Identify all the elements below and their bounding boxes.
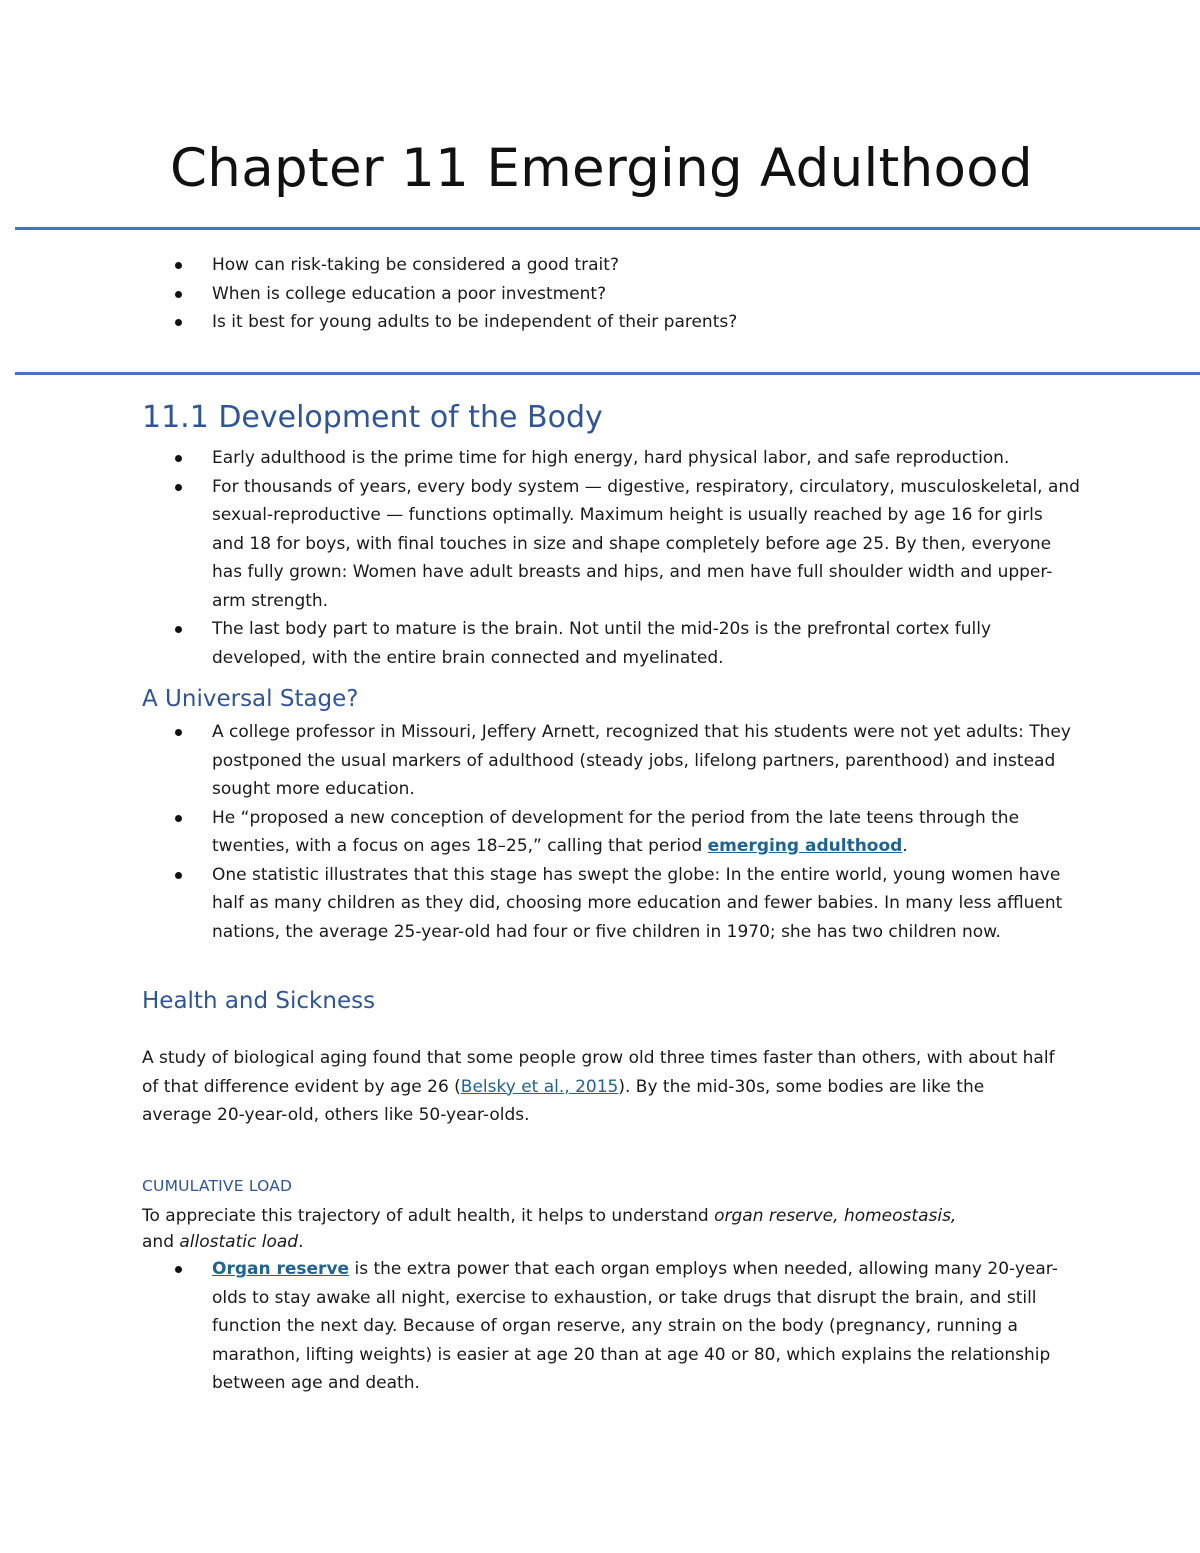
list-item — [0, 718, 1080, 804]
question-text: Is it best for young adults to be independent of their parents? — [212, 312, 738, 332]
bullet-text: is the extra power that each organ employs when needed, allowing many 20-year-olds to stay awake all night, exercise to exhaustion, or take drugs that disrupt the brain, and still function the next day. Because of organ reserve, any strain on the body (pregnancy, running a marathon, lifting weights) is easier at age 20 than at age 40 or 80, which explains the relationship between age and death. — [212, 1259, 1058, 1393]
paragraph-text-end: . — [298, 1232, 304, 1252]
question-text: How can risk-taking be considered a good trait? — [212, 255, 619, 275]
bullet-icon — [175, 291, 182, 298]
bullet-text: One statistic illustrates that this stage has swept the globe: In the entire world, young women have half as many children as they did, choosing more education and fewer babies. In many less affluent nations, the average 25-year-old had four or five children in 1970; she has two children now. — [212, 864, 1063, 942]
bullet-text: A college professor in Missouri, Jeffery Arnett, recognized that his students were not yet adults: They postponed the usual markers of adulthood (steady jobs, lifelong partners, parenthood) and instead sought more education. — [212, 722, 1071, 799]
list-item — [0, 444, 1080, 473]
paragraph-text: To appreciate this trajectory of adult health, it helps to understand — [142, 1206, 715, 1226]
list-item — [0, 861, 1080, 947]
bullet-text: He “proposed a new conception of development for the period from the late teens through the twenties, with a focus on ages 18–25,” calling that period — [212, 807, 1020, 856]
list-item — [0, 804, 1080, 861]
organ-reserve-list — [0, 1255, 1080, 1398]
universal-stage-list — [0, 718, 1080, 946]
emerging-adulthood-link[interactable]: emerging adulthood — [707, 836, 903, 856]
bullet-text-end: . — [902, 836, 908, 856]
bullet-icon — [175, 1266, 182, 1273]
list-item — [0, 308, 1080, 337]
bullet-text: The last body part to mature is the brain. Not until the mid-20s is the prefrontal cortex fully developed, with the entire brain connected and myelinated. — [212, 619, 992, 668]
section-heading-health-sickness: Health and Sickness — [142, 988, 376, 1014]
section-divider — [15, 372, 1200, 375]
emphasis-text: organ reserve, homeostasis, — [714, 1206, 957, 1226]
bullet-icon — [175, 262, 182, 269]
bullet-text: For thousands of years, every body system — digestive, respiratory, circulatory, musculoskeletal, and sexual-reproductive — functions optimally. Maximum height is usually reached by age 16 for girls and 18 for boys, with final touches in size and shape completely before age 25. By then, everyone has fully grown: Women have adult breasts and hips, and men have full shoulder width and upper-arm strength. — [212, 476, 1080, 611]
bullet-icon — [175, 626, 182, 633]
emphasis-text: allostatic load — [179, 1232, 299, 1252]
cumulative-load-paragraph — [142, 1203, 1057, 1255]
list-item — [0, 615, 1080, 672]
list-item — [0, 1255, 1080, 1398]
section-heading-universal-stage: A Universal Stage? — [142, 686, 359, 712]
bullet-icon — [175, 815, 182, 822]
section-heading-body-development: 11.1 Development of the Body — [142, 400, 603, 435]
question-list — [0, 251, 1080, 337]
paragraph-text-end: ). By the mid-30s, some bodies are like the average 20-year-old, others like 50-year-olds. — [142, 1076, 985, 1125]
bullet-text: Early adulthood is the prime time for high energy, hard physical labor, and safe reproduction. — [212, 448, 1010, 468]
subheading-cumulative-load: CUMULATIVE LOAD — [142, 1177, 293, 1195]
document-title: Chapter 11 Emerging Adulthood — [170, 138, 1033, 199]
body-development-list — [0, 444, 1080, 672]
bullet-icon — [175, 319, 182, 326]
health-paragraph — [142, 1044, 1057, 1130]
organ-reserve-link[interactable]: Organ reserve — [212, 1259, 350, 1279]
list-item — [0, 473, 1080, 616]
bullet-icon — [175, 872, 182, 879]
question-text: When is college education a poor investment? — [212, 283, 607, 304]
list-item — [0, 280, 1080, 309]
citation-link[interactable]: Belsky et al., 2015 — [460, 1076, 619, 1097]
bullet-icon — [175, 484, 182, 491]
title-divider — [15, 227, 1200, 230]
paragraph-text: and — [142, 1232, 180, 1252]
paragraph-text: A study of biological aging found that some people grow old three times faster than others, with about half of that difference evident by age 26 ( — [142, 1048, 1055, 1097]
list-item — [0, 251, 1080, 280]
bullet-icon — [175, 455, 182, 462]
bullet-icon — [175, 729, 182, 736]
